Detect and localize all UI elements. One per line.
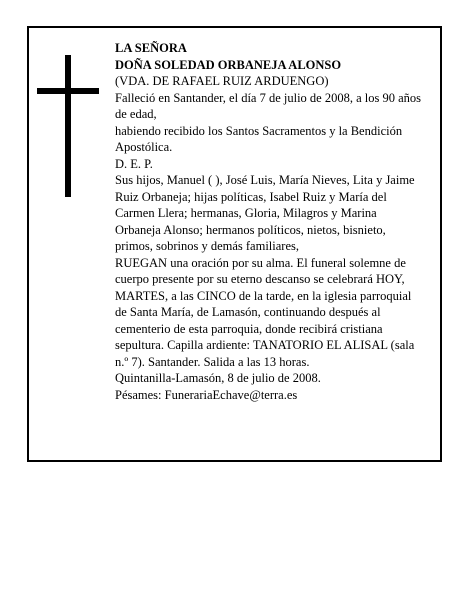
cross-horizontal-bar: [37, 88, 99, 94]
widow-of-line: (VDA. DE RAFAEL RUIZ ARDUENGO): [115, 74, 329, 88]
sacraments-line: habiendo recibido los Santos Sacramentos y la Bendición Apostólica.: [115, 123, 403, 154]
deceased-name: DOÑA SOLEDAD ORBANEJA ALONSO: [115, 57, 342, 72]
cross-vertical-bar: [65, 55, 71, 197]
place-date-line: Quintanilla-Lamasón, 8 de julio de 2008.: [115, 371, 321, 385]
notice-title: LA SEÑORA: [115, 41, 187, 55]
request-paragraph: RUEGAN una oración por su alma. El funeral solemne de cuerpo presente por su eterno descanso se celebrará HOY, MARTES, a las CINCO de la tarde, en la iglesia parroquial de Santa María, de Lamasón, continuando después al cementerio de esta parroquia, donde recibirá cristiana sepultura. Capilla ardiente: TANATORIO EL ALISAL (sala n.º 7). Santander. Salida a las 13 horas.: [115, 255, 415, 369]
cross-icon: [37, 55, 99, 197]
obituary-text: [115, 40, 425, 403]
condolences-line: Pésames: FunerariaEchave@terra.es: [115, 387, 298, 402]
family-paragraph: Sus hijos, Manuel ( ), José Luis, María Nieves, Lita y Jaime Ruiz Orbaneja; hijas políticas, Isabel Ruiz y María del Carmen Llera; hermanas, Gloria, Milagros y Marina Orbaneja Alonso; hermanos políticos, nietos, bisnieto, primos, sobrinos y demás familiares,: [115, 173, 415, 253]
death-line: Falleció en Santander, el día 7 de julio de 2008, a los 90 años de edad,: [115, 90, 422, 121]
rip-line: D. E. P.: [115, 156, 153, 171]
